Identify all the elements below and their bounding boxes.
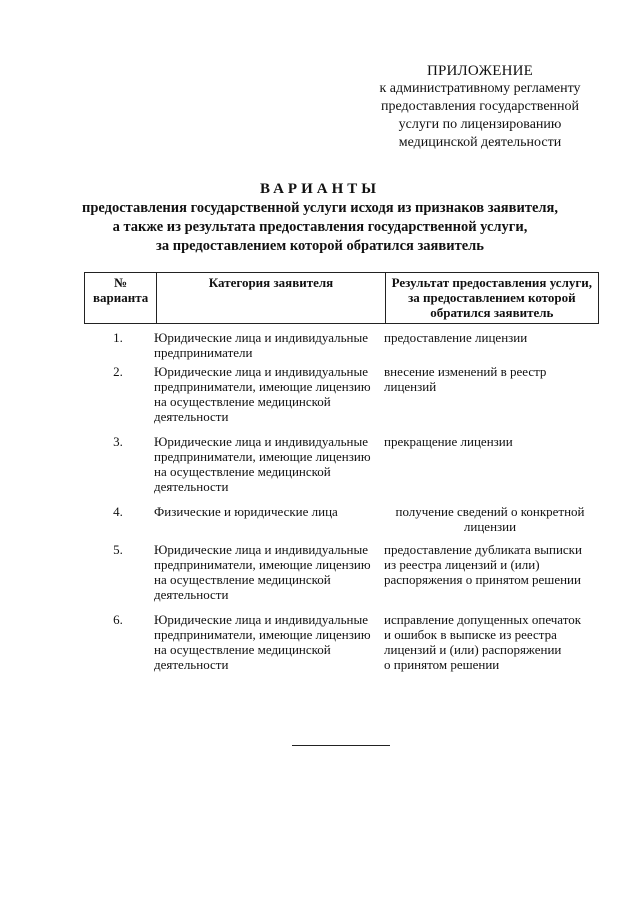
document-subtitle-line: за предоставлением которой обратился заявитель	[156, 238, 484, 254]
variant-number: 2.	[113, 364, 123, 379]
category-line: Юридические лица и индивидуальные	[154, 542, 368, 557]
header-number	[85, 273, 157, 324]
appendix-block	[340, 62, 620, 152]
table-row	[84, 612, 599, 682]
category-line: деятельности	[154, 409, 229, 424]
result-line: внесение изменений в реестр	[384, 364, 547, 379]
service-result	[384, 612, 596, 672]
category-line: Юридические лица и индивидуальные	[154, 612, 368, 627]
category-line: предприниматели, имеющие лицензию	[154, 557, 371, 572]
result-line: лицензии	[463, 519, 517, 534]
table-row	[84, 434, 599, 504]
category-line: Юридические лица и индивидуальные	[154, 330, 368, 345]
category-line: на осуществление медицинской	[154, 394, 331, 409]
result-line: получение сведений о конкретной	[395, 504, 585, 519]
applicant-category	[154, 330, 382, 360]
variant-number: 3.	[113, 434, 123, 449]
header-result-line: за предоставлением которой	[408, 290, 576, 305]
category-line: Юридические лица и индивидуальные	[154, 434, 368, 449]
service-result	[384, 542, 596, 587]
applicant-category	[154, 504, 382, 519]
appendix-line: услуги по лицензированию	[398, 117, 562, 132]
result-line: лицензий и (или) распоряжении	[384, 642, 562, 657]
result-line: прекращение лицензии	[384, 434, 513, 449]
category-line: на осуществление медицинской	[154, 464, 331, 479]
category-line: Юридические лица и индивидуальные	[154, 364, 368, 379]
category-line: предприниматели, имеющие лицензию	[154, 379, 371, 394]
header-number-line: варианта	[93, 290, 149, 305]
variant-number: 4.	[113, 504, 123, 519]
category-line: предприниматели, имеющие лицензию	[154, 627, 371, 642]
header-result	[385, 273, 598, 324]
table-row	[84, 330, 599, 364]
header-result-line: обратился заявитель	[430, 305, 554, 320]
header-category: Категория заявителя	[157, 273, 385, 324]
applicant-category	[154, 612, 382, 672]
variant-number: 6.	[113, 612, 123, 627]
document-title	[40, 180, 600, 256]
result-line: о принятом решении	[384, 657, 500, 672]
header-result-line: Результат предоставления услуги,	[391, 275, 593, 290]
category-line: деятельности	[154, 587, 229, 602]
applicant-category	[154, 434, 382, 494]
table-row	[84, 364, 599, 434]
appendix-line: предоставления государственной	[380, 99, 580, 114]
table-row	[84, 504, 599, 542]
variants-table-body	[84, 330, 599, 682]
result-line: из реестра лицензий и (или)	[384, 557, 540, 572]
category-line: деятельности	[154, 657, 229, 672]
variants-table-header	[84, 272, 599, 324]
header-number-line: №	[114, 275, 128, 290]
variant-number: 1.	[113, 330, 123, 345]
category-line: на осуществление медицинской	[154, 642, 331, 657]
result-line: распоряжения о принятом решении	[384, 572, 581, 587]
category-line: деятельности	[154, 479, 229, 494]
appendix-line: медицинской деятельности	[398, 135, 562, 150]
table-row	[84, 542, 599, 612]
service-result	[384, 504, 596, 534]
result-line: предоставление дубликата выписки	[384, 542, 582, 557]
result-line: исправление допущенных опечаток	[384, 612, 582, 627]
document-heading: ВАРИАНТЫ	[260, 181, 380, 197]
service-result	[384, 434, 596, 449]
result-line: лицензий	[384, 379, 437, 394]
category-line: Физические и юридические лица	[154, 504, 338, 519]
document-subtitle-line: предоставления государственной услуги исходя из признаков заявителя,	[81, 200, 558, 216]
appendix-title: ПРИЛОЖЕНИЕ	[426, 63, 534, 79]
category-line: на осуществление медицинской	[154, 572, 331, 587]
category-line: предприниматели, имеющие лицензию	[154, 449, 371, 464]
applicant-category	[154, 364, 382, 424]
result-line: предоставление лицензии	[384, 330, 528, 345]
end-divider	[292, 745, 390, 746]
category-line: предприниматели	[154, 345, 253, 360]
result-line: и ошибок в выписке из реестра	[384, 627, 557, 642]
applicant-category	[154, 542, 382, 602]
document-subtitle-line: а также из результата предоставления государственной услуги,	[112, 219, 528, 235]
service-result	[384, 330, 596, 345]
variant-number: 5.	[113, 542, 123, 557]
service-result	[384, 364, 596, 394]
appendix-line: к административному регламенту	[379, 81, 581, 96]
